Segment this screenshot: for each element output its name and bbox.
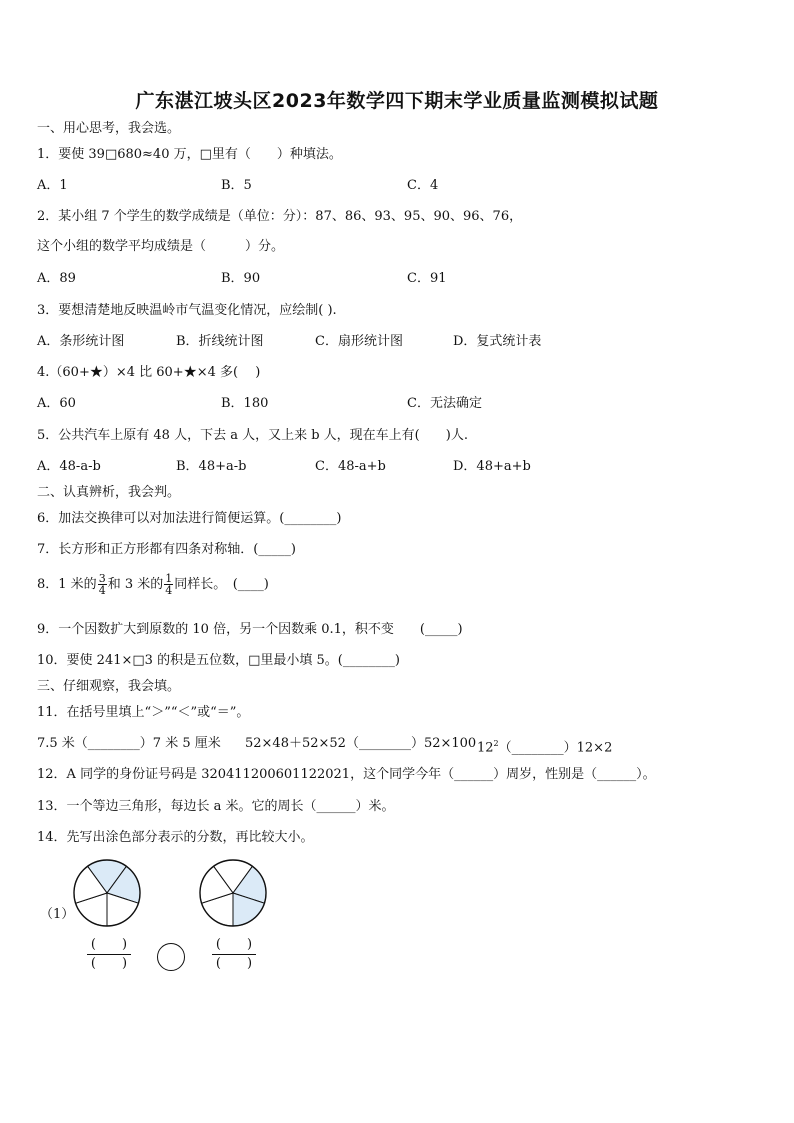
q2-option-b: B．90 <box>221 271 261 286</box>
q1-option-c: C．4 <box>407 178 439 193</box>
section-1-heading: 一、用心思考，我会选。 <box>37 121 181 136</box>
q2-option-c: C．91 <box>407 271 447 286</box>
question-9: 9．一个因数扩大到原数的 10 倍，另一个因数乘 0.1，积不变 (_____) <box>37 622 463 637</box>
question-4: 4.（60+★）×4 比 60+★×4 多( ) <box>37 365 261 380</box>
question-12: 12．A 同学的身份证号码是 320411200601122021，这个同学今年（______）周岁，性别是（______）。 <box>37 767 656 782</box>
section-2-heading: 二、认真辨析，我会判。 <box>37 485 181 500</box>
q14-part-label: （1） <box>40 907 75 922</box>
fraction-blank-right[interactable]: ( ) ( ) <box>211 937 257 972</box>
question-2-cont: 这个小组的数学平均成绩是（ ）分。 <box>37 239 285 254</box>
question-8 <box>37 570 269 600</box>
question-14: 14．先写出涂色部分表示的分数，再比较大小。 <box>37 830 314 845</box>
fraction-three-quarters: $\frac{3}{4}$ <box>98 572 106 597</box>
comparison-circle[interactable] <box>157 943 185 971</box>
q5-option-c: C．48-a+b <box>315 459 386 474</box>
question-3: 3．要想清楚地反映温岭市气温变化情况，应绘制( ). <box>37 303 337 318</box>
q5-option-d: D．48+a+b <box>453 459 531 474</box>
q4-option-b: B．180 <box>221 396 269 411</box>
q4-option-c: C．无法确定 <box>407 396 482 411</box>
fraction-blank-left[interactable]: ( ) ( ) <box>86 937 132 972</box>
q8-text-pre: 8．1 米的 <box>37 577 97 592</box>
question-1: 1．要使 39□680≈40 万，□里有（ ）种填法。 <box>37 147 342 162</box>
pie-chart-right <box>198 858 268 928</box>
q8-text-mid: 和 3 米的 <box>107 577 164 592</box>
q5-option-b: B．48+a-b <box>176 459 247 474</box>
question-10: 10．要使 241×□3 的积是五位数，□里最小填 5。(________) <box>37 653 400 668</box>
q3-option-b: B．折线统计图 <box>176 334 264 349</box>
question-11: 11．在括号里填上“＞”“＜”或“＝”。 <box>37 705 250 720</box>
q8-text-post: 同样长。 (____) <box>174 577 269 592</box>
q4-option-a: A．60 <box>37 396 76 411</box>
question-5: 5．公共汽车上原有 48 人，下去 a 人，又上来 b 人，现在车上有( )人. <box>37 428 468 443</box>
q11-compare-2: 52×48＋52×52（________）52×100 <box>245 736 477 751</box>
question-7: 7．长方形和正方形都有四条对称轴．(_____) <box>37 542 296 557</box>
q1-option-b: B．5 <box>221 178 252 193</box>
q11-compare-3: $12^2(\_\_\_\_\_\_\_\_)12\times 2$ <box>477 739 613 756</box>
q5-option-a: A．48-a-b <box>37 459 101 474</box>
question-2: 2．某小组 7 个学生的数学成绩是（单位：分）：87、86、93、95、90、96、76， <box>37 209 523 224</box>
pie-chart-left <box>72 858 142 928</box>
q3-option-d: D．复式统计表 <box>453 334 542 349</box>
fraction-one-quarter: $\frac{1}{4}$ <box>165 572 173 597</box>
q2-option-a: A．89 <box>37 271 76 286</box>
question-13: 13．一个等边三角形，每边长 a 米。它的周长（______）米。 <box>37 799 395 814</box>
q3-option-c: C．扇形统计图 <box>315 334 403 349</box>
section-3-heading: 三、仔细观察，我会填。 <box>37 679 181 694</box>
question-6: 6．加法交换律可以对加法进行简便运算。(________) <box>37 511 342 526</box>
q3-option-a: A．条形统计图 <box>37 334 125 349</box>
q11-compare-1: 7.5 米（________）7 米 5 厘米 <box>37 736 221 751</box>
page-title: 广东湛江坡头区2023年数学四下期末学业质量监测模拟试题 <box>135 90 659 112</box>
q1-option-a: A．1 <box>37 178 68 193</box>
